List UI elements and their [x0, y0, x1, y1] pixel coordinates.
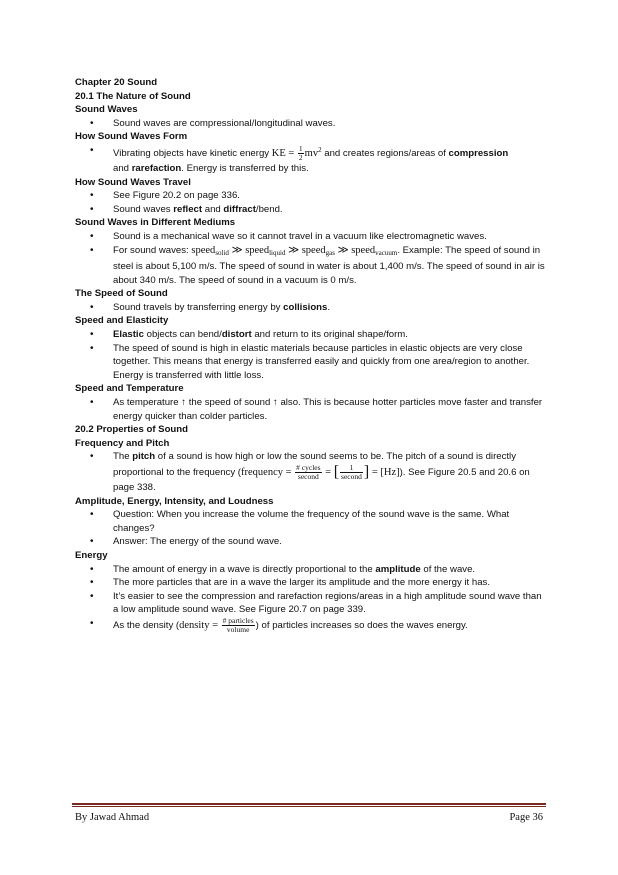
subheading: Sound Waves: [75, 104, 138, 116]
bullet-list: [75, 301, 545, 315]
bullet-list: [75, 328, 545, 382]
footer-author: By Jawad Ahmad: [75, 812, 150, 823]
list-item: • As temperature ↑ the speed of sound ↑ also. This is because hotter particles move faster and transfer energy quicker than colder particles.: [75, 396, 545, 423]
bullet-list: [75, 450, 545, 494]
list-item: • Sound waves are compressional/longitudinal waves.: [75, 117, 545, 131]
bullet-list: [75, 396, 545, 423]
list-item: • The amount of energy in a wave is directly proportional to the amplitude of the wave.: [75, 563, 545, 577]
subheading: Energy: [75, 549, 108, 561]
list-item: • The more particles that are in a wave the larger its amplitude and the more energy it has.: [75, 576, 545, 590]
list-item: • Sound waves reflect and diffract/bend.: [75, 203, 545, 217]
section-heading: 20.1 The Nature of Sound: [75, 90, 191, 102]
footer-rule: [72, 803, 546, 805]
bullet-list: [75, 508, 545, 549]
subheading: Speed and Elasticity: [75, 315, 169, 327]
subheading: Frequency and Pitch: [75, 437, 170, 449]
subheading: The Speed of Sound: [75, 288, 168, 300]
chapter-title: Chapter 20 Sound: [75, 77, 158, 88]
list-item: • As the density (density = $\frac{\text{\# particles}}{\text{volume}}$ ) of particles increases so does the waves energy.: [75, 617, 545, 634]
bullet-list: [75, 563, 545, 634]
list-item: • Question: When you increase the volume the frequency of the sound wave is the same. What changes?: [75, 508, 545, 535]
subheading: Speed and Temperature: [75, 383, 184, 395]
list-item: • The speed of sound is high in elastic materials because particles in elastic objects are very close together. This means that energy is transferred easily and quickly from one area/region to another. Energy is transferred with little loss.: [75, 342, 545, 383]
bullet-list: [75, 144, 545, 176]
subheading: How Sound Waves Travel: [75, 176, 191, 188]
list-item: • It’s easier to see the compression and rarefaction regions/areas in a high amplitude sound wave than a low amplitude sound wave. See Figure 20.7 on page 339.: [75, 590, 545, 617]
subheading: Sound Waves in Different Mediums: [75, 217, 236, 229]
bullet-list: [75, 230, 545, 287]
list-item: • For sound waves: speed$_{solid}$ ≫ speed$_{liquid}$ ≫ speed$_{gas}$ ≫ speed$_{vacuum}$. Example: The speed of sound in steel is about 5,100 m/s. The speed of sound in water is about 1,400 m/s. The speed of sound in air is about 340 m/s. The speed of sound in a vacuum is 0 m/s.: [75, 244, 545, 288]
footer-rule-thin: [72, 806, 546, 807]
document-body: [75, 76, 545, 634]
list-item: • Answer: The energy of the sound wave.: [75, 535, 545, 549]
section-heading: 20.2 Properties of Sound: [75, 424, 189, 436]
list-item: • Sound is a mechanical wave so it cannot travel in a vacuum like electromagnetic waves.: [75, 230, 545, 244]
list-item: • Sound travels by transferring energy by collisions.: [75, 301, 545, 315]
bullet-list: [75, 117, 545, 131]
subheading: How Sound Waves Form: [75, 131, 188, 143]
list-item: • Elastic objects can bend/distort and return to its original shape/form.: [75, 328, 545, 342]
list-item: • Vibrating objects have kinetic energy KE = $\frac{1}{2}$ $mv^2$ and creates regions/areas of compression and rarefaction. Energy is transferred by this.: [75, 144, 545, 176]
list-item: • See Figure 20.2 on page 336.: [75, 189, 545, 203]
bullet-list: [75, 189, 545, 216]
list-item: • The pitch of a sound is how high or low the sound seems to be. The pitch of a sound is directly proportional to the frequency (frequency = $\frac{\text{\# cycles}}{\text{second}}$ = [ $\frac{1}{\text{second}}$ ] = [Hz]). See Figure 20.5 and 20.6 on page 338.: [75, 450, 545, 494]
subheading: Amplitude, Energy, Intensity, and Loudness: [75, 495, 274, 507]
footer-page-number: Page 36: [509, 812, 543, 823]
